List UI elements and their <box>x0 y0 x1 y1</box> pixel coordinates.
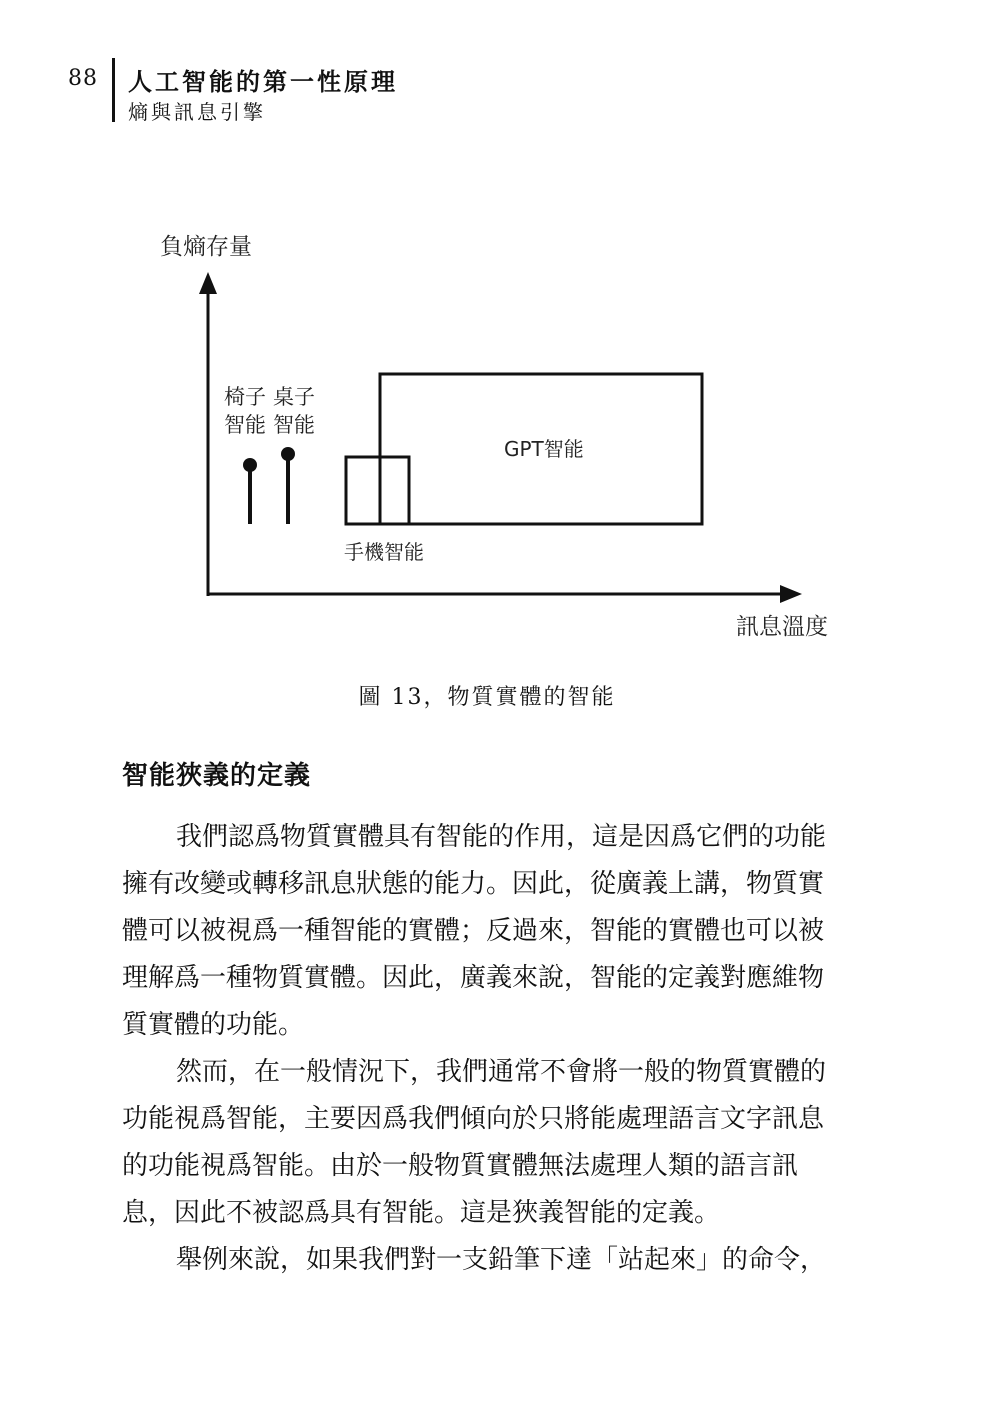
table-label-line2: 智能 <box>273 413 315 437</box>
paragraph-line: 的功能視爲智能。由於一般物質實體無法處理人類的語言訊 <box>122 1151 799 1181</box>
figure-caption: 圖 13，物質實體的智能 <box>358 685 616 710</box>
x-axis-label: 訊息溫度 <box>736 614 828 640</box>
paragraph-line: 息，因此不被認爲具有智能。這是狹義智能的定義。 <box>122 1198 721 1228</box>
x-axis-arrowhead <box>780 585 802 603</box>
paragraph-line: 體可以被視爲一種智能的實體；反過來，智能的實體也可以被 <box>122 916 825 946</box>
phone-intelligence-box <box>346 457 409 524</box>
table-label-line1: 桌子 <box>273 385 315 409</box>
page-number: 88 <box>68 66 98 91</box>
paragraph-line: 我們認爲物質實體具有智能的作用，這是因爲它們的功能 <box>176 822 827 852</box>
chapter-title: 熵與訊息引擎 <box>128 100 266 124</box>
book-title: 人工智能的第一性原理 <box>128 67 398 96</box>
body-text <box>122 814 862 1284</box>
y-axis-arrowhead <box>199 272 217 294</box>
paragraph-line: 功能視爲智能，主要因爲我們傾向於只將能處理語言文字訊息 <box>122 1104 825 1134</box>
chair-label-line2: 智能 <box>224 413 266 437</box>
phone-label: 手機智能 <box>344 540 424 564</box>
figure-13-diagram <box>0 0 1000 680</box>
chair-label-line1: 椅子 <box>224 385 266 409</box>
paragraph-line: 舉例來說，如果我們對一支鉛筆下達「站起來」的命令， <box>176 1245 827 1275</box>
paragraph-line: 理解爲一種物質實體。因此，廣義來說，智能的定義對應維物 <box>122 963 825 993</box>
section-heading: 智能狹義的定義 <box>122 761 312 791</box>
paragraph-line: 質實體的功能。 <box>122 1010 305 1040</box>
y-axis-label: 負熵存量 <box>160 234 252 260</box>
paragraph-line: 擁有改變或轉移訊息狀態的能力。因此，從廣義上講，物質實 <box>122 869 825 899</box>
gpt-label: GPT智能 <box>504 437 584 461</box>
paragraph-line: 然而，在一般情況下，我們通常不會將一般的物質實體的 <box>176 1057 827 1087</box>
